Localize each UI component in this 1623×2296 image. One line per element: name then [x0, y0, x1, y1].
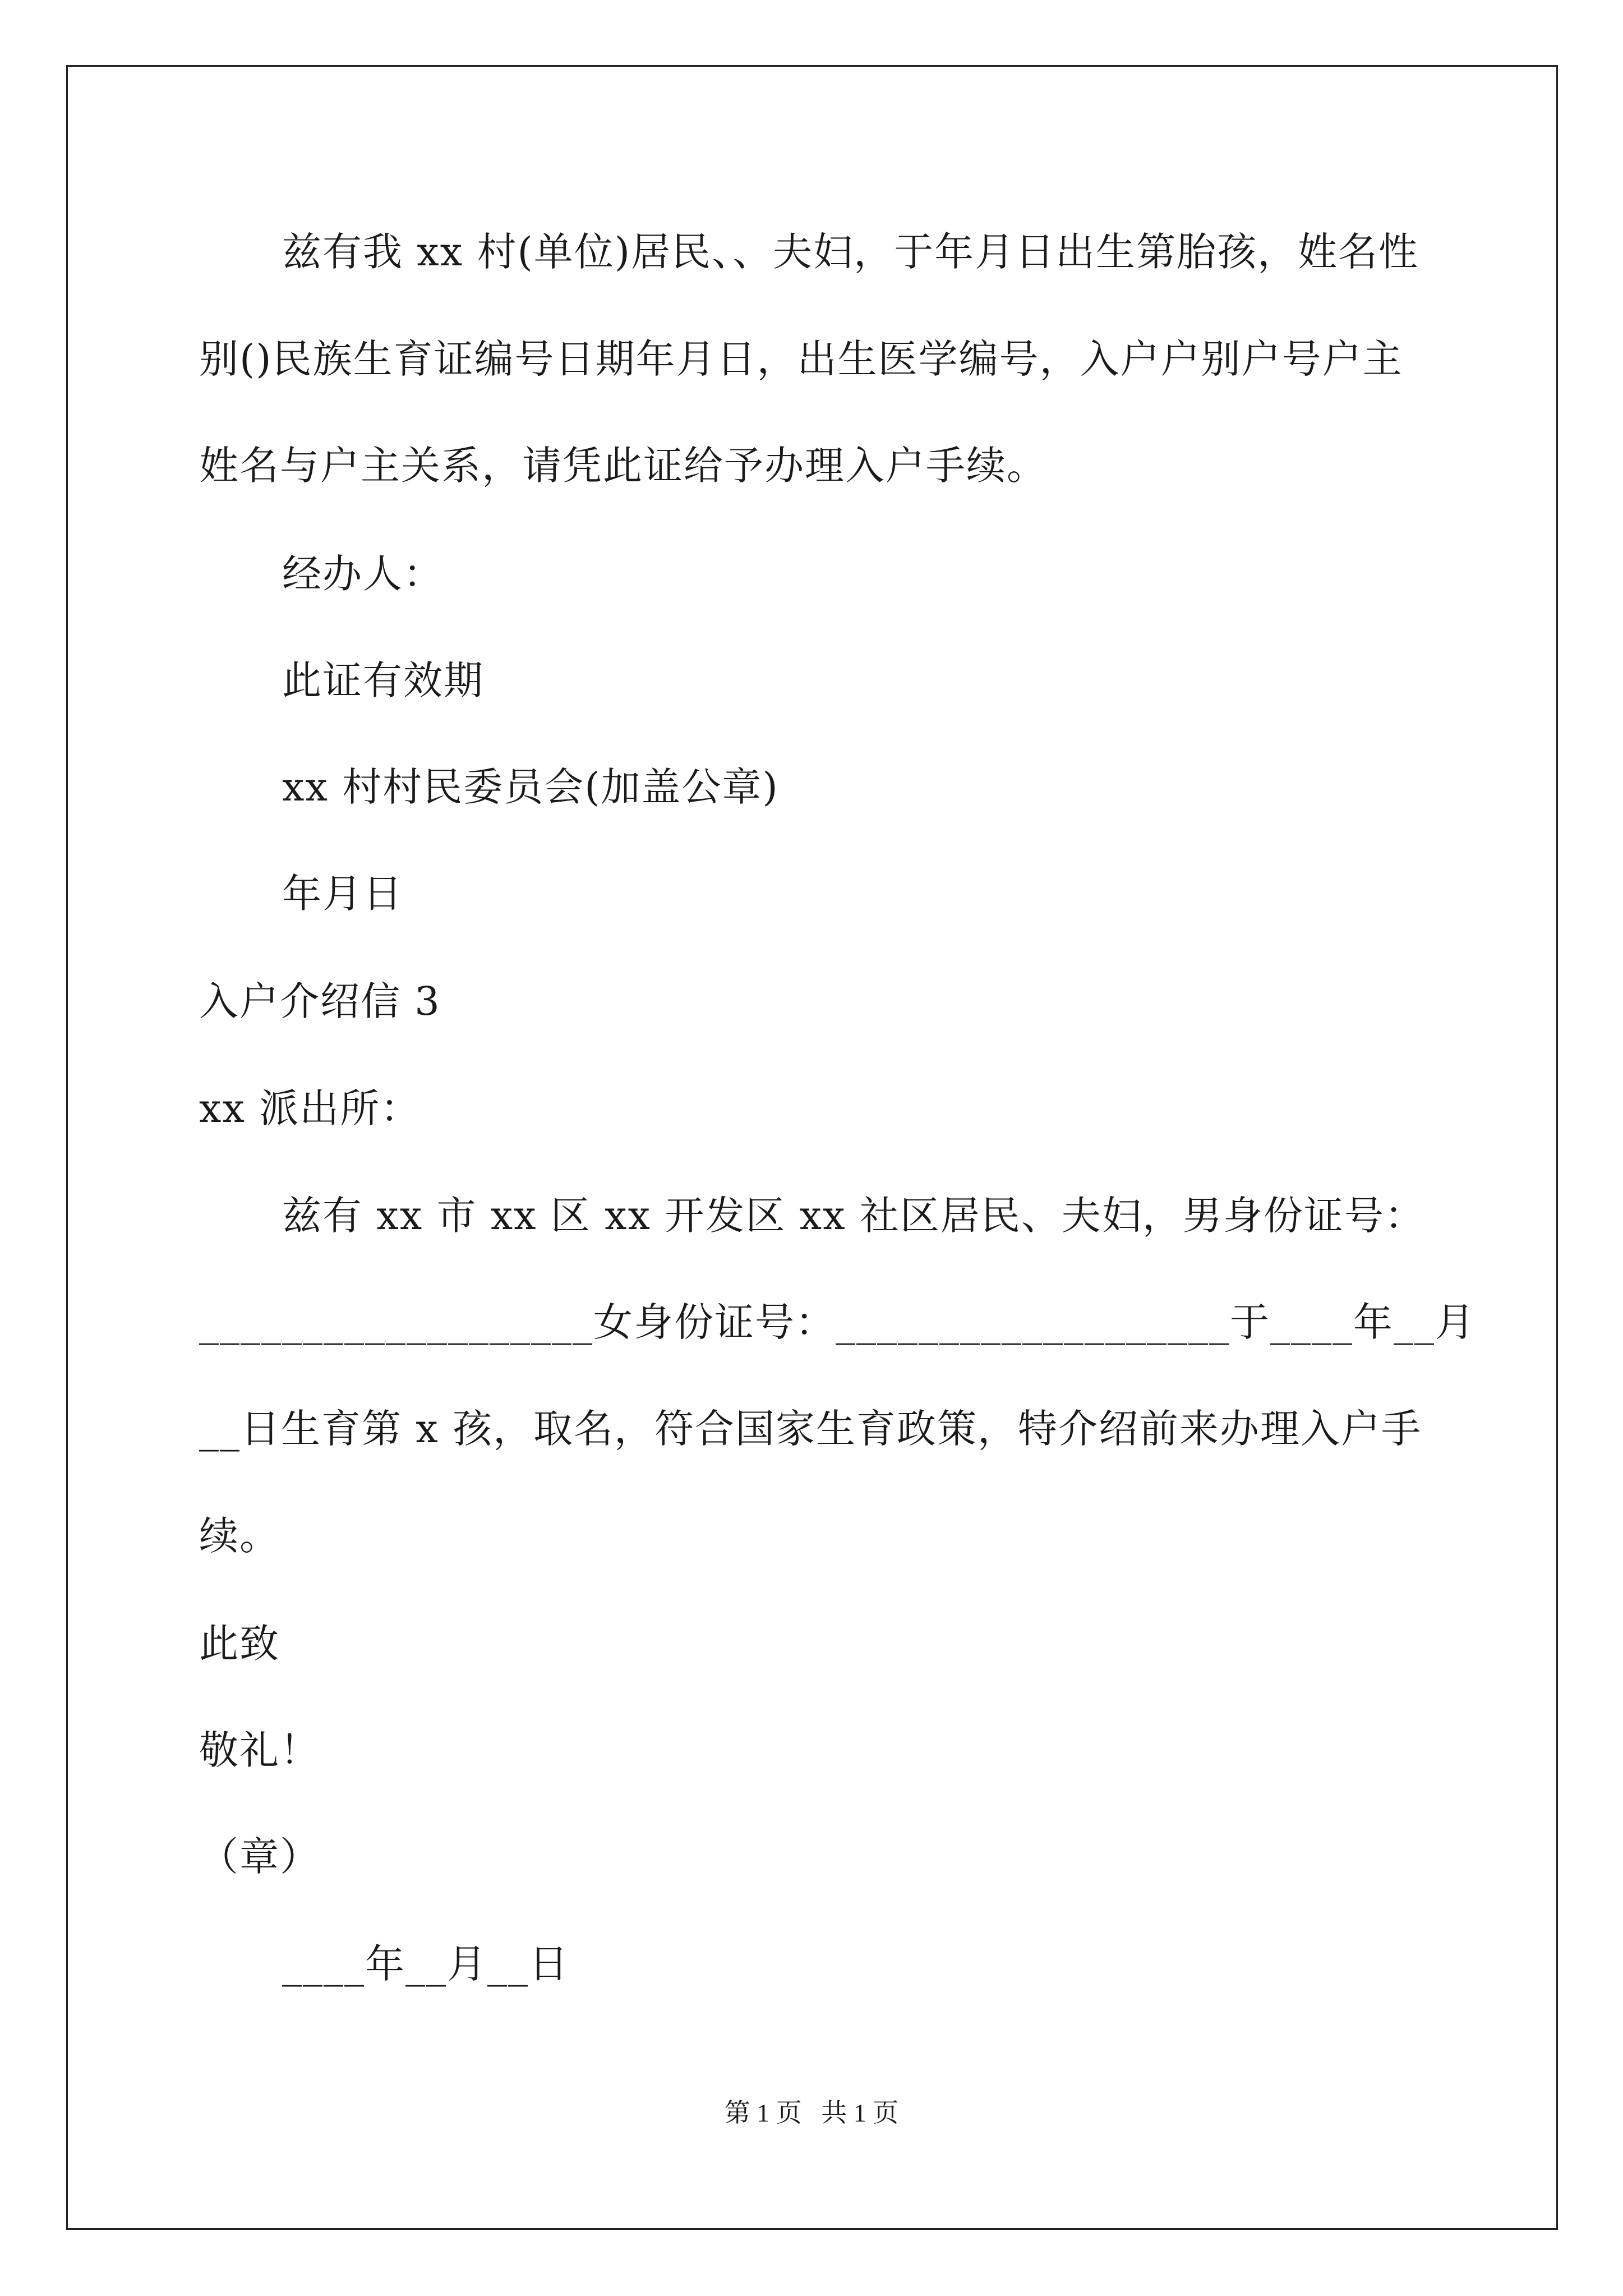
date-line-2: ____年__月__日 [282, 1941, 569, 1987]
paragraph-2-line-3: __日生育第 x 孩，取名，符合国家生育政策，特介绍前来办理入户手 [199, 1406, 1422, 1452]
seal-placeholder: （章） [199, 1834, 320, 1880]
date-line-1: 年月日 [282, 871, 403, 917]
paragraph-1-line-2: 别()民族生育证编号日期年月日，出生医学编号，入户户别户号户主 [199, 336, 1403, 382]
paragraph-1-line-1: 兹有我 xx 村(单位)居民、、夫妇，于年月日出生第胎孩，姓名性 [282, 229, 1419, 275]
paragraph-2-line-1: 兹有 xx 市 xx 区 xx 开发区 xx 社区居民、夫妇，男身份证号： [282, 1193, 1425, 1239]
page-border [66, 65, 1558, 2230]
page-footer: 第 1 页 共 1 页 [724, 2099, 899, 2127]
closing-line-1: 此致 [199, 1621, 280, 1667]
letter-heading: 入户介绍信 3 [199, 978, 441, 1024]
paragraph-2-line-4: 续。 [199, 1513, 280, 1559]
paragraph-2-line-2: ___________________女身份证号：___________________于____年__月 [199, 1299, 1476, 1345]
paragraph-1-line-3: 姓名与户主关系，请凭此证给予办理入户手续。 [199, 443, 1047, 489]
committee-line: xx 村村民委员会(加盖公章) [282, 764, 779, 810]
handler-label: 经办人： [282, 551, 444, 597]
addressee: xx 派出所： [199, 1085, 421, 1131]
validity-label: 此证有效期 [282, 657, 484, 703]
closing-line-2: 敬礼！ [199, 1727, 320, 1773]
